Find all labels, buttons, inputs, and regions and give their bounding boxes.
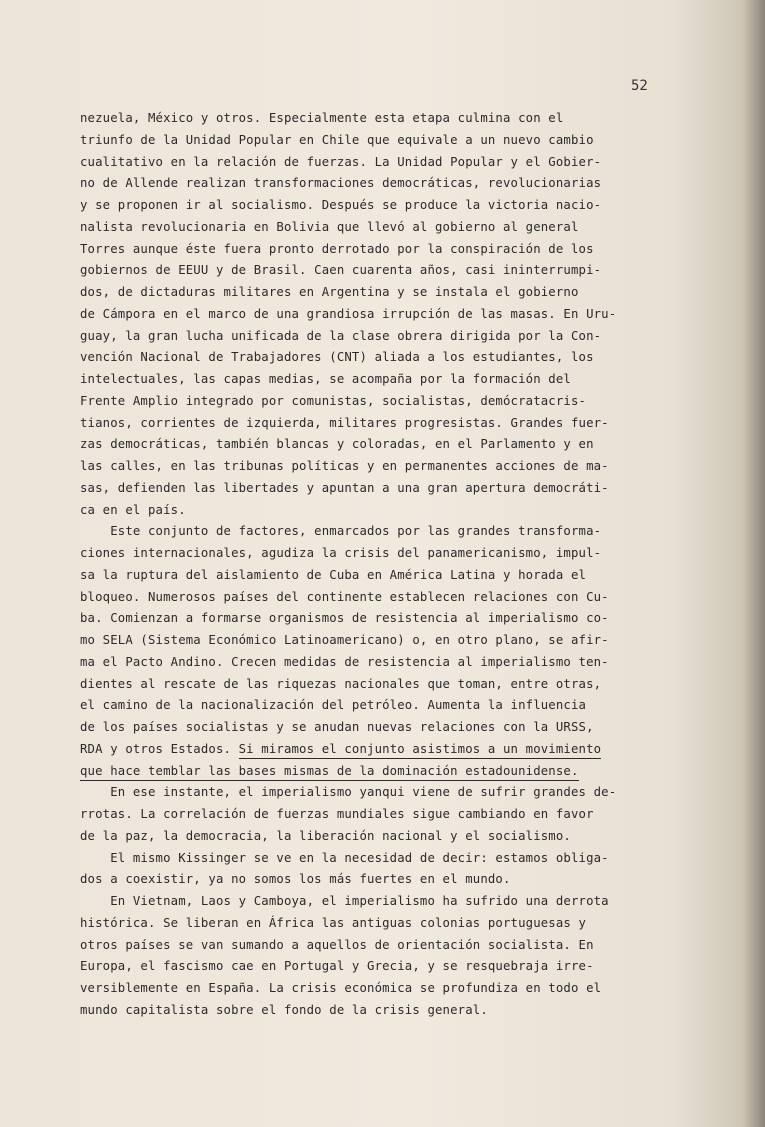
text-line: de Cámpora en el marco de una grandiosa irrupción de las masas. En Uru- (80, 306, 617, 321)
text-line: ca en el país. (80, 502, 186, 517)
text-line: histórica. Se liberan en África las antiguas colonias portuguesas y (80, 915, 587, 930)
text-line: guay, la gran lucha unificada de la clase obrera dirigida por la Con- (80, 328, 602, 343)
text-line: bloqueo. Numerosos países del continente establecen relaciones con Cu- (80, 589, 609, 604)
text-line: no de Allende realizan transformaciones democráticas, revolucionarias (80, 176, 602, 191)
text-line: En ese instante, el imperialismo yanqui viene de sufrir grandes de- (80, 785, 617, 800)
underlined-text: que hace temblar las bases mismas de la dominación estadounidense. (80, 763, 579, 781)
text-line: sa la ruptura del aislamiento de Cuba en América Latina y horada el (80, 567, 587, 582)
text-line: dos, de dictaduras militares en Argentina y se instala el gobierno (80, 285, 579, 299)
text-line: En Vietnam, Laos y Camboya, el imperialismo ha sufrido una derrota (80, 894, 609, 908)
text-line: gobiernos de EEUU y de Brasil. Caen cuarenta años, casi ininterrumpi- (80, 263, 602, 278)
text-line: cualitativo en la relación de fuerzas. La Unidad Popular y el Gobier- (80, 154, 602, 169)
text-line: versiblemente en España. La crisis económica se profundiza en todo el (80, 981, 602, 995)
text-line: otros países se van sumando a aquellos de orientación socialista. En (80, 937, 594, 952)
text-line: mo SELA (Sistema Económico Latinoamericano) o, en otro plano, se afir- (80, 633, 609, 647)
text-line: de los países socialistas y se anudan nuevas relaciones con la URSS, (80, 720, 594, 734)
text-line: rrotas. La correlación de fuerzas mundiales sigue cambiando en favor (80, 807, 594, 821)
text-line: nezuela, México y otros. Especialmente esta etapa culmina con el (80, 111, 564, 125)
body-text (80, 108, 720, 1022)
text-line: Este conjunto de factores, enmarcados por las grandes transforma- (80, 524, 602, 539)
text-line: nalista revolucionaria en Bolivia que llevó al gobierno al general (80, 219, 579, 234)
text-line-underlined-start (80, 739, 720, 761)
text-line: intelectuales, las capas medias, se acompaña por la formación del (80, 372, 571, 386)
text-line: de la paz, la democracia, la liberación nacional y el socialismo. (80, 828, 571, 843)
text-line: triunfo de la Unidad Popular en Chile que equivale a un nuevo cambio (80, 132, 594, 147)
text-line: sas, defienden las libertades y apuntan a una gran apertura democráti- (80, 480, 609, 495)
text-line: zas democráticas, también blancas y coloradas, en el Parlamento y en (80, 437, 594, 452)
text-line: tianos, corrientes de izquierda, militares progresistas. Grandes fuer- (80, 415, 609, 430)
text-line-underlined-end (80, 761, 720, 783)
text-line: mundo capitalista sobre el fondo de la crisis general. (80, 1002, 488, 1017)
text-line: Torres aunque éste fuera pronto derrotado por la conspiración de los (80, 241, 594, 256)
text-line: dientes al rescate de las riquezas nacionales que toman, entre otras, (80, 676, 602, 691)
text-prefix: RDA y otros Estados. (80, 741, 239, 756)
text-line: Frente Amplio integrado por comunistas, socialistas, demócratacris- (80, 393, 587, 408)
underlined-text: Si miramos el conjunto asistimos a un movimiento (239, 741, 602, 759)
text-line: dos a coexistir, ya no somos los más fuertes en el mundo. (80, 872, 511, 887)
text-line: y se proponen ir al socialismo. Después se produce la victoria nacio- (80, 198, 602, 212)
text-line: las calles, en las tribunas políticas y en permanentes acciones de ma- (80, 459, 609, 473)
text-line: El mismo Kissinger se ve en la necesidad de decir: estamos obliga- (80, 850, 609, 865)
page-number: 52 (631, 78, 648, 94)
text-line: ciones internacionales, agudiza la crisis del panamericanismo, impul- (80, 546, 602, 560)
text-line: ba. Comienzan a formarse organismos de resistencia al imperialismo co- (80, 611, 609, 626)
text-line: el camino de la nacionalización del petróleo. Aumenta la influencia (80, 698, 587, 713)
text-line: ma el Pacto Andino. Crecen medidas de resistencia al imperialismo ten- (80, 654, 609, 669)
text-line: Europa, el fascismo cae en Portugal y Grecia, y se resquebraja irre- (80, 959, 594, 974)
text-line: vención Nacional de Trabajadores (CNT) aliada a los estudiantes, los (80, 350, 594, 365)
